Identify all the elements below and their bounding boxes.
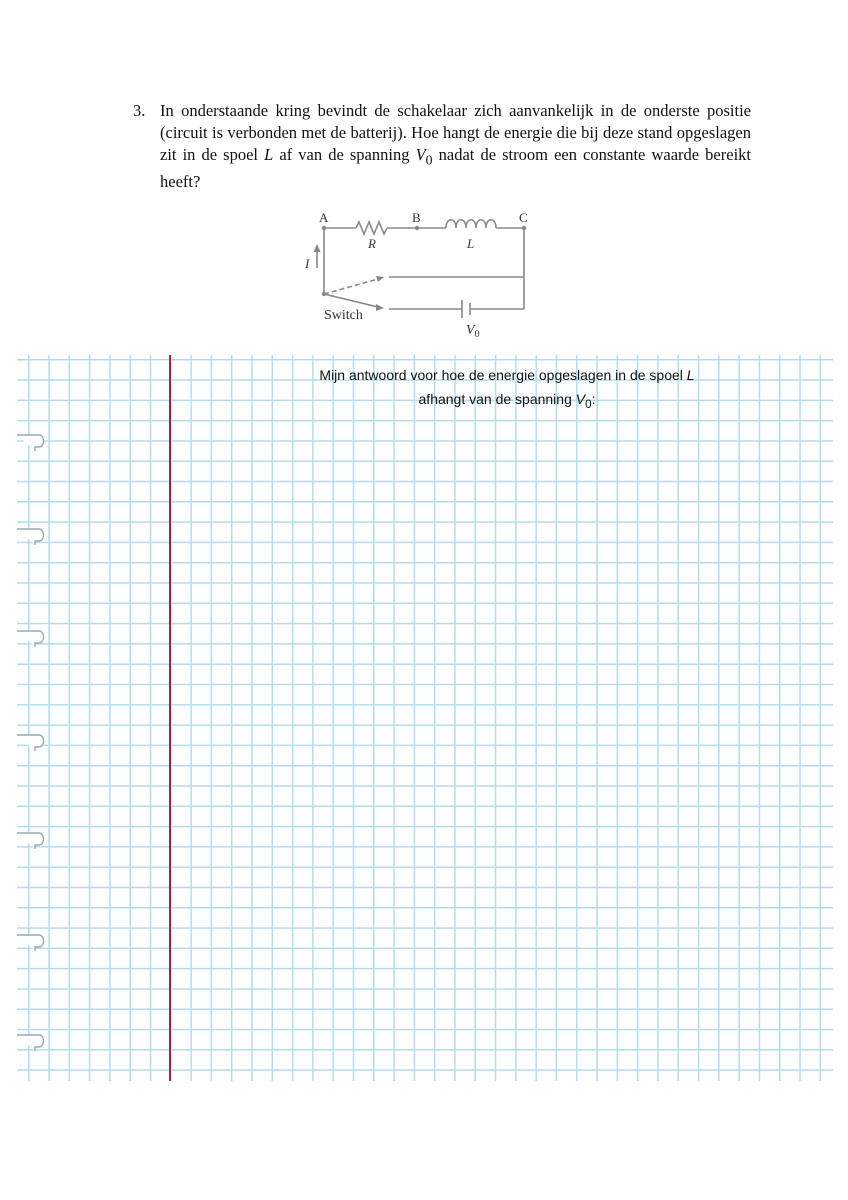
question-3 — [133, 100, 751, 193]
graph-paper — [17, 355, 833, 1081]
circuit-diagram — [296, 208, 536, 343]
binder-hole-icon — [17, 727, 47, 755]
label-current: I — [305, 256, 310, 271]
binder-hole-icon — [17, 1027, 47, 1055]
label-node-c: C — [519, 210, 528, 225]
label-node-a: A — [319, 210, 329, 225]
binder-hole-icon — [17, 427, 47, 455]
question-number: 3. — [133, 101, 146, 120]
answer-area[interactable] — [177, 415, 827, 1075]
binder-hole-icon — [17, 623, 47, 651]
binder-hole-icon — [17, 927, 47, 955]
label-battery: $V_0$ — [466, 323, 480, 340]
binder-hole-icon — [17, 521, 47, 549]
question-text: In onderstaande kring bevindt de schakelaar zich aanvankelijk in de onderste positie (circuit is verbonden met de batterij). Hoe hangt de energie die bij deze stand opgeslagen zit in de spoel L af van de spanning $V_0$ nadat de stroom een constante waarde bereikt heeft? — [160, 101, 751, 192]
answer-prompt: Mijn antwoord voor hoe de energie opgeslagen in de spoel L afhangt van de spanning $V_0$: — [319, 367, 695, 411]
label-node-b: B — [412, 210, 421, 225]
margin-line — [169, 355, 171, 1081]
label-resistor: R — [368, 236, 376, 251]
label-inductor: L — [467, 236, 475, 251]
binder-hole-icon — [17, 825, 47, 853]
label-switch: Switch — [324, 308, 363, 323]
